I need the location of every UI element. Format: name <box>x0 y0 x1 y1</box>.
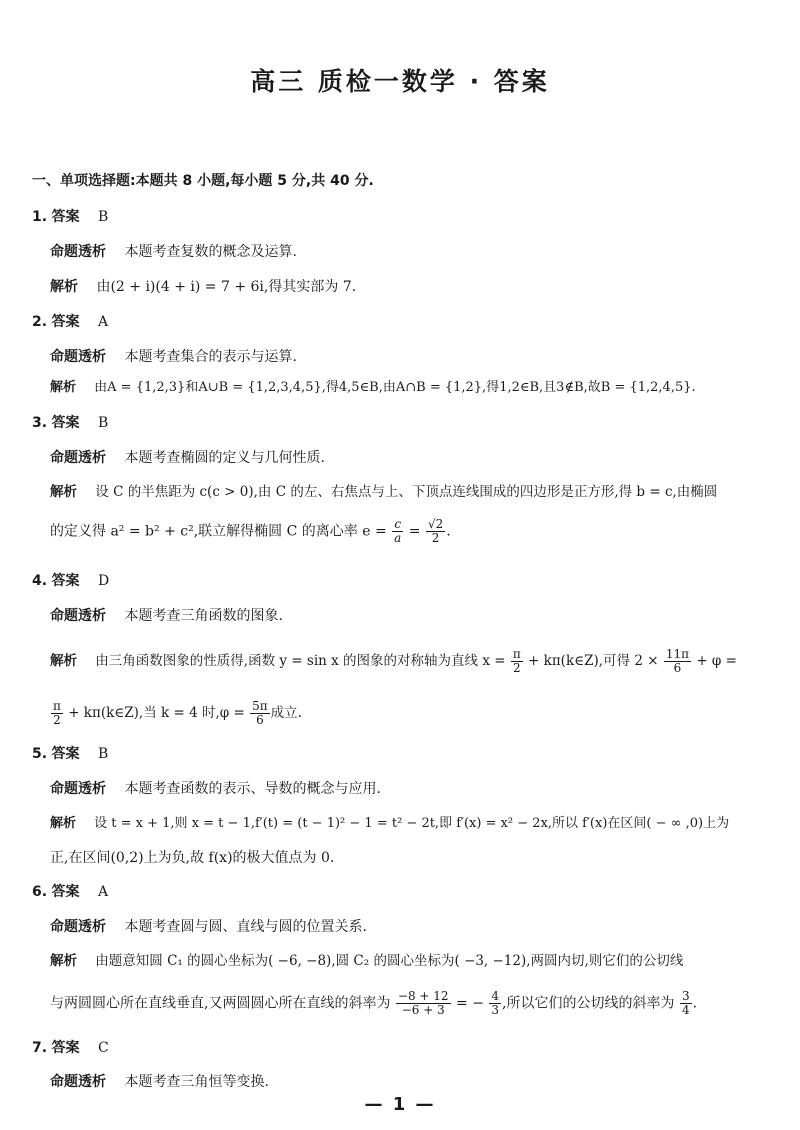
q5-num: 5. <box>32 746 48 762</box>
q4-analysis-line-1 <box>50 648 737 675</box>
q5-analysis-line-1 <box>50 815 729 833</box>
q2-analysis-text: 由A = {1,2,3}和A∪B = {1,2,3,4,5},得4,5∈B,由A∩B = {1,2},得1,2∈B,且3∉B,故B = {1,2,4,5}. <box>94 380 696 395</box>
q4-intent-line <box>50 607 283 625</box>
q4-answer-label: 答案 <box>51 573 80 589</box>
q7-answer-value: C <box>97 1040 109 1056</box>
q6-num: 6. <box>32 884 48 900</box>
q3-end: . <box>446 523 451 540</box>
q6-fraction-3-over-4 <box>680 990 692 1017</box>
q6-analysis-text-2b: ,所以它们的公切线的斜率为 <box>502 995 675 1012</box>
q6-analysis-text-2a: 与两圆圆心所在直线垂直,又两圆圆心所在直线的斜率为 <box>50 995 391 1012</box>
q2-answer-line <box>32 313 108 331</box>
q6-analysis-line-1 <box>50 952 683 970</box>
q6-answer-line <box>32 883 108 901</box>
q4-answer-line <box>32 572 109 590</box>
q6-f1-num: −8 + 12 <box>397 989 449 1003</box>
q3-intent-text: 本题考查椭圆的定义与几何性质. <box>124 450 325 466</box>
q2-answer-value: A <box>97 314 109 330</box>
q5-analysis-text-1: 设 t = x + 1,则 x = t − 1,f′(t) = (t − 1)² − 1 = t² − 2t,即 f′(x) = x² − 2x,所以 f′(x)在区间( − ∞ ,0)上为 <box>94 816 730 831</box>
q5-intent-line <box>50 780 381 798</box>
q2-answer-label: 答案 <box>51 314 80 330</box>
q4-fraction-11pi-over-6 <box>664 648 691 675</box>
q7-intent-line <box>50 1073 269 1091</box>
q4-analysis-text-1b: + kπ(k∈Z),可得 2 × <box>528 653 659 669</box>
q5-intent-label: 命题透析 <box>50 781 106 797</box>
q5-answer-value: B <box>97 746 109 762</box>
q4-fraction-pi-over-2 <box>511 648 523 675</box>
section-heading: 一、单项选择题:本题共 8 小题,每小题 5 分,共 40 分. <box>32 173 374 189</box>
q6-f2-den: 3 <box>491 1003 500 1017</box>
q3-eq: = <box>408 523 421 540</box>
q3-answer-line <box>32 414 108 432</box>
q2-intent-text: 本题考查集合的表示与运算. <box>124 349 297 365</box>
page-number: — 1 — <box>364 1094 436 1115</box>
q6-eq: = − <box>456 995 484 1012</box>
q3-answer-value: B <box>97 415 109 431</box>
q5-intent-text: 本题考查函数的表示、导数的概念与应用. <box>124 781 381 797</box>
q4-f2-den: 6 <box>673 661 682 675</box>
q6-end: . <box>692 995 698 1012</box>
q4-analysis-text-2a: + kπ(k∈Z),当 k = 4 时,φ = <box>68 705 245 721</box>
q1-analysis-text: 由(2 + i)(4 + i) = 7 + 6i,得其实部为 7. <box>96 279 357 295</box>
q3-frac1-den: a <box>394 531 402 545</box>
q7-answer-line <box>32 1039 109 1057</box>
q4-f3-num: π <box>53 699 61 713</box>
q3-answer-label: 答案 <box>51 415 80 431</box>
q3-analysis-line-2 <box>50 518 451 545</box>
q6-intent-label: 命题透析 <box>50 919 106 935</box>
q2-intent-line <box>50 348 297 366</box>
q3-frac1-num: c <box>394 517 402 531</box>
q4-f3-den: 2 <box>53 713 61 727</box>
q1-intent-text: 本题考查复数的概念及运算. <box>124 244 297 260</box>
q5-answer-label: 答案 <box>51 746 80 762</box>
q3-fraction-c-over-a <box>392 518 403 545</box>
q6-analysis-text-1: 由题意知圆 C₁ 的圆心坐标为( −6, −8),圆 C₂ 的圆心坐标为( −3, −12),两圆内切,则它们的公切线 <box>95 953 684 969</box>
q4-intent-text: 本题考查三角函数的图象. <box>124 608 283 624</box>
q4-analysis-text-2b: 成立. <box>270 705 302 721</box>
q3-frac2-den: 2 <box>431 531 440 545</box>
q3-analysis-line-1 <box>50 483 717 501</box>
q6-f3-num: 3 <box>681 989 690 1003</box>
q4-f1-num: π <box>512 647 521 661</box>
q2-analysis-label: 解析 <box>50 380 77 395</box>
q7-num: 7. <box>32 1040 48 1056</box>
q7-intent-label: 命题透析 <box>50 1074 106 1090</box>
q1-answer-value: B <box>97 209 109 225</box>
q3-num: 3. <box>32 415 48 431</box>
q6-fraction-4-over-3 <box>489 990 501 1017</box>
q3-intent-line <box>50 449 325 467</box>
q3-analysis-text-1: 设 C 的半焦距为 c(c > 0),由 C 的左、右焦点与上、下顶点连线围成的四边形是正方形,得 b = c,由椭圆 <box>95 484 718 500</box>
q4-f4-num: 5π <box>252 699 268 713</box>
q4-analysis-text-1a: 由三角函数图象的性质得,函数 y = sin x 的图象的对称轴为直线 x = <box>95 653 506 669</box>
page-title: 高三 质检一数学 · 答案 <box>250 67 550 96</box>
q5-analysis-text-2: 正,在区间(0,2)上为负,故 f(x)的极大值点为 0. <box>50 850 335 866</box>
q6-intent-line <box>50 918 367 936</box>
q4-analysis-text-1c: + φ = <box>696 653 737 669</box>
q3-analysis-label: 解析 <box>50 484 77 500</box>
q3-analysis-text-2: 的定义得 a² = b² + c²,联立解得椭圆 C 的离心率 e = <box>50 523 387 540</box>
q6-fraction-slope <box>396 990 451 1017</box>
q6-analysis-label: 解析 <box>50 953 77 969</box>
q1-intent-line <box>50 243 297 261</box>
q2-num: 2. <box>32 314 48 330</box>
q6-f2-num: 4 <box>491 989 500 1003</box>
q1-answer-label: 答案 <box>51 209 80 225</box>
q4-analysis-line-2 <box>50 700 302 727</box>
q7-intent-text: 本题考查三角恒等变换. <box>124 1074 269 1090</box>
q4-f4-den: 6 <box>256 713 264 727</box>
q4-fraction-5pi-over-6 <box>250 700 270 727</box>
q3-frac2-num: √2 <box>427 517 444 531</box>
q4-analysis-label: 解析 <box>50 653 77 669</box>
q4-f2-num: 11π <box>665 647 690 661</box>
q5-analysis-line-2 <box>50 849 334 867</box>
q1-analysis-line <box>50 278 356 296</box>
q4-fraction-pi-over-2-b <box>51 700 63 727</box>
q6-intent-text: 本题考查圆与圆、直线与圆的位置关系. <box>124 919 367 935</box>
q1-num: 1. <box>32 209 48 225</box>
q1-analysis-label: 解析 <box>50 279 78 295</box>
q1-answer-line <box>32 208 108 226</box>
q6-answer-label: 答案 <box>51 884 80 900</box>
q2-analysis-line <box>50 379 696 397</box>
q1-intent-label: 命题透析 <box>50 244 106 260</box>
q4-intent-label: 命题透析 <box>50 608 106 624</box>
q4-num: 4. <box>32 573 48 589</box>
q3-intent-label: 命题透析 <box>50 450 106 466</box>
q5-analysis-label: 解析 <box>50 816 77 831</box>
q6-f3-den: 4 <box>681 1003 690 1017</box>
q6-f1-den: −6 + 3 <box>401 1003 445 1017</box>
q2-intent-label: 命题透析 <box>50 349 106 365</box>
q6-analysis-line-2 <box>50 990 697 1017</box>
q5-answer-line <box>32 745 108 763</box>
q4-answer-value: D <box>97 573 110 589</box>
q4-f1-den: 2 <box>512 661 521 675</box>
q6-answer-value: A <box>97 884 109 900</box>
q7-answer-label: 答案 <box>51 1040 80 1056</box>
q3-fraction-sqrt2-over-2 <box>426 518 445 545</box>
